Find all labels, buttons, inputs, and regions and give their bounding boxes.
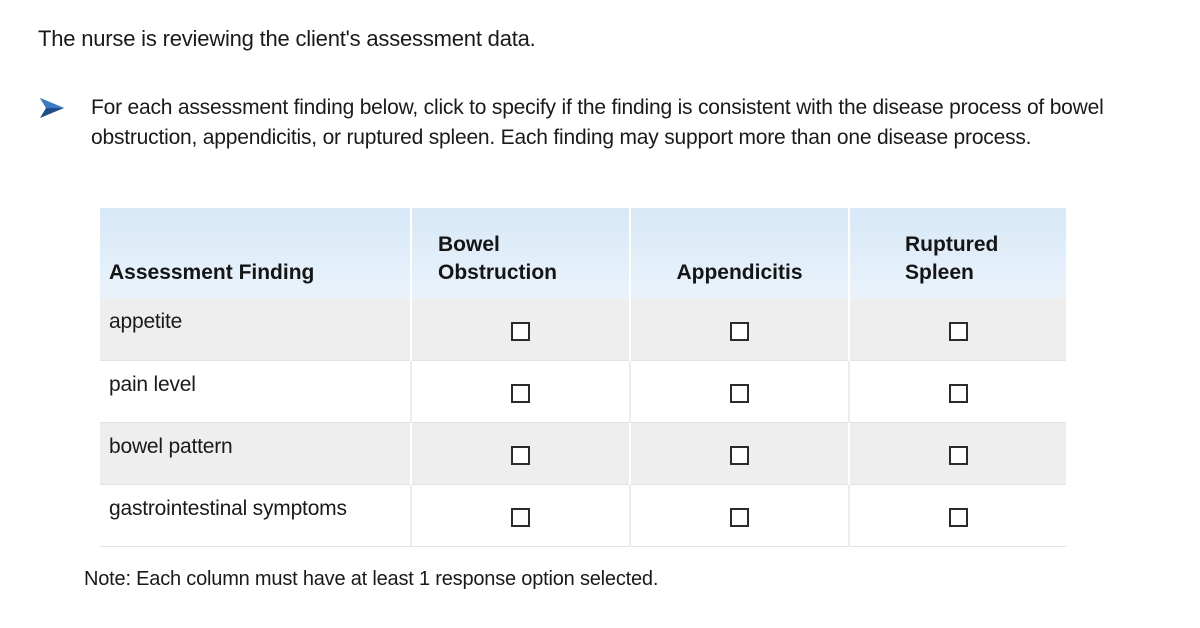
checkbox-bowel-pattern-ruptured-spleen[interactable] xyxy=(949,446,968,465)
checkbox-gi-symptoms-bowel-obstruction[interactable] xyxy=(511,508,530,527)
checkbox-gi-symptoms-appendicitis[interactable] xyxy=(730,508,749,527)
checkbox-pain-level-ruptured-spleen[interactable] xyxy=(949,384,968,403)
header-bowel-obstruction xyxy=(411,208,630,298)
header-spleen-line1: Ruptured xyxy=(905,233,999,256)
table-header-row xyxy=(100,208,1066,298)
checkbox-appetite-ruptured-spleen[interactable] xyxy=(949,322,968,341)
checkbox-pain-level-bowel-obstruction[interactable] xyxy=(511,384,530,403)
arrow-right-icon xyxy=(38,96,66,120)
checkbox-appetite-bowel-obstruction[interactable] xyxy=(511,322,530,341)
note-text: Note: Each column must have at least 1 response option selected. xyxy=(84,568,659,590)
header-appendicitis: Appendicitis xyxy=(630,208,849,298)
finding-bowel-pattern: bowel pattern xyxy=(100,422,411,484)
assessment-table xyxy=(100,208,1066,547)
header-ruptured-spleen xyxy=(849,208,1066,298)
header-bowel-line1: Bowel xyxy=(438,233,500,256)
checkbox-bowel-pattern-appendicitis[interactable] xyxy=(730,446,749,465)
checkbox-pain-level-appendicitis[interactable] xyxy=(730,384,749,403)
header-bowel-line2: Obstruction xyxy=(438,261,557,284)
finding-pain-level: pain level xyxy=(100,360,411,422)
header-assessment-finding: Assessment Finding xyxy=(100,208,411,298)
table-row xyxy=(100,484,1066,546)
intro-text: The nurse is reviewing the client's assessment data. xyxy=(38,26,536,51)
table-row xyxy=(100,298,1066,360)
table-row xyxy=(100,422,1066,484)
header-spleen-line2: Spleen xyxy=(905,261,974,284)
instruction-text: For each assessment finding below, click to specify if the finding is consistent with the disease process of bowel obstruction, appendicitis, or ruptured spleen. Each finding may support more than one disease process. xyxy=(91,96,1104,149)
checkbox-gi-symptoms-ruptured-spleen[interactable] xyxy=(949,508,968,527)
finding-appetite: appetite xyxy=(100,298,411,360)
instruction xyxy=(38,93,1178,153)
table-row xyxy=(100,360,1066,422)
finding-gastrointestinal-symptoms: gastrointestinal symptoms xyxy=(100,484,411,546)
checkbox-appetite-appendicitis[interactable] xyxy=(730,322,749,341)
checkbox-bowel-pattern-bowel-obstruction[interactable] xyxy=(511,446,530,465)
